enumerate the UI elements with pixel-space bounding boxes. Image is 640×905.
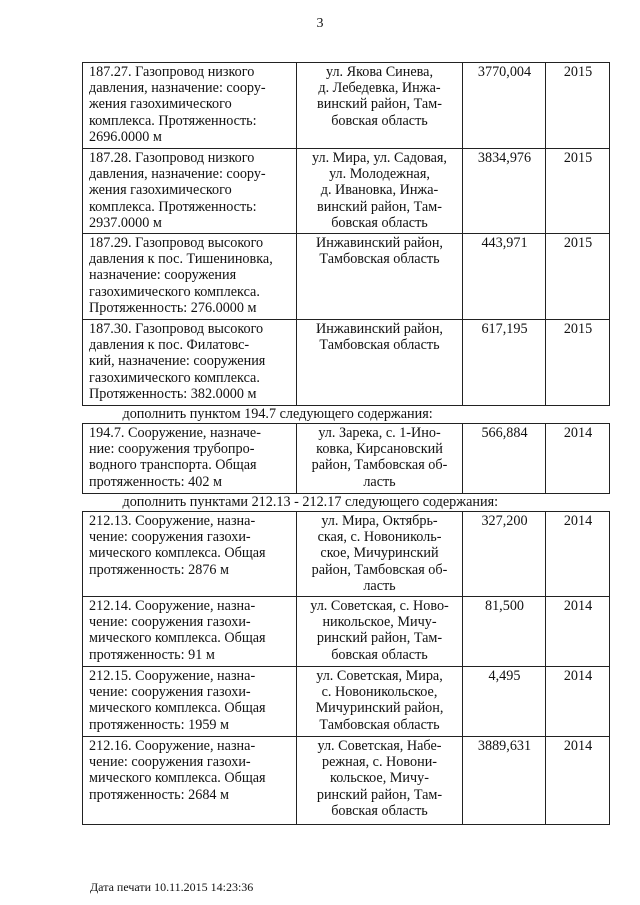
cost-cell: 3834,976 xyxy=(463,149,546,234)
year-cell: 2014 xyxy=(546,424,610,494)
cost-cell: 81,500 xyxy=(463,597,546,667)
table-row xyxy=(83,424,610,494)
address-cell: ул. Зарека, с. 1-Ино- ковка, Кирсановский район, Тамбовская об- ласть xyxy=(297,424,463,494)
year-cell: 2015 xyxy=(546,234,610,320)
property-table xyxy=(82,62,610,825)
address-cell: ул. Советская, Набе- режная, с. Новони- кольское, Мичу- ринский район, Там- бовская область xyxy=(297,737,463,825)
amendment-note-row xyxy=(83,494,610,512)
cost-cell: 3889,631 xyxy=(463,737,546,825)
amendment-note: дополнить пунктом 194.7 следующего содержания: xyxy=(122,406,433,422)
year-cell: 2015 xyxy=(546,149,610,234)
table-row xyxy=(83,320,610,406)
cost-cell: 3770,004 xyxy=(463,63,546,149)
object-description-cell: 194.7. Сооружение, назначе- ние: сооружения трубопро- водного транспорта. Общая протяженность: 402 м xyxy=(83,424,297,494)
address-cell: ул. Якова Синева, д. Лебедевка, Инжа- винский район, Там- бовская область xyxy=(297,63,463,149)
cost-cell: 327,200 xyxy=(463,512,546,597)
year-cell: 2015 xyxy=(546,63,610,149)
object-description-cell: 187.28. Газопровод низкого давления, назначение: соору- жения газохимического комплекса. Протяженность: 2937.0000 м xyxy=(83,149,297,234)
table-row xyxy=(83,512,610,597)
year-cell: 2014 xyxy=(546,512,610,597)
address-cell: ул. Советская, с. Ново- никольское, Мичу- ринский район, Там- бовская область xyxy=(297,597,463,667)
object-description-cell: 187.27. Газопровод низкого давления, назначение: соору- жения газохимического комплекса. Протяженность: 2696.0000 м xyxy=(83,63,297,149)
object-description-cell: 187.29. Газопровод высокого давления к пос. Тишениновка, назначение: сооружения газохимического комплекса. Протяженность: 276.0000 м xyxy=(83,234,297,320)
object-description-cell: 212.15. Сооружение, назна- чение: сооружения газохи- мического комплекса. Общая протяженность: 1959 м xyxy=(83,667,297,737)
object-description-cell: 212.16. Сооружение, назна- чение: сооружения газохи- мического комплекса. Общая протяженность: 2684 м xyxy=(83,737,297,825)
table-row xyxy=(83,149,610,234)
year-cell: 2014 xyxy=(546,597,610,667)
table-row xyxy=(83,63,610,149)
year-cell: 2014 xyxy=(546,667,610,737)
year-cell: 2014 xyxy=(546,737,610,825)
object-description-cell: 212.14. Сооружение, назна- чение: сооружения газохи- мического комплекса. Общая протяженность: 91 м xyxy=(83,597,297,667)
cost-cell: 617,195 xyxy=(463,320,546,406)
cost-cell: 4,495 xyxy=(463,667,546,737)
print-date-footer: Дата печати 10.11.2015 14:23:36 xyxy=(90,880,254,894)
object-description-cell: 212.13. Сооружение, назна- чение: сооружения газохи- мического комплекса. Общая протяженность: 2876 м xyxy=(83,512,297,597)
cost-cell: 443,971 xyxy=(463,234,546,320)
cost-cell: 566,884 xyxy=(463,424,546,494)
table-row xyxy=(83,737,610,825)
table-row xyxy=(83,597,610,667)
table-row xyxy=(83,667,610,737)
amendment-note-row xyxy=(83,406,610,424)
page-number: 3 xyxy=(316,16,324,31)
amendment-note: дополнить пунктами 212.13 - 212.17 следующего содержания: xyxy=(122,494,499,510)
address-cell: ул. Мира, Октябрь- ская, с. Новониколь- ское, Мичуринский район, Тамбовская об- ласть xyxy=(297,512,463,597)
address-cell: Инжавинский район, Тамбовская область xyxy=(297,234,463,320)
address-cell: ул. Советская, Мира, с. Новоникольское, Мичуринский район, Тамбовская область xyxy=(297,667,463,737)
address-cell: ул. Мира, ул. Садовая, ул. Молодежная, д. Ивановка, Инжа- винский район, Там- бовская область xyxy=(297,149,463,234)
address-cell: Инжавинский район, Тамбовская область xyxy=(297,320,463,406)
year-cell: 2015 xyxy=(546,320,610,406)
table-row xyxy=(83,234,610,320)
object-description-cell: 187.30. Газопровод высокого давления к пос. Филатовс- кий, назначение: сооружения газохимического комплекса. Протяженность: 382.0000 м xyxy=(83,320,297,406)
